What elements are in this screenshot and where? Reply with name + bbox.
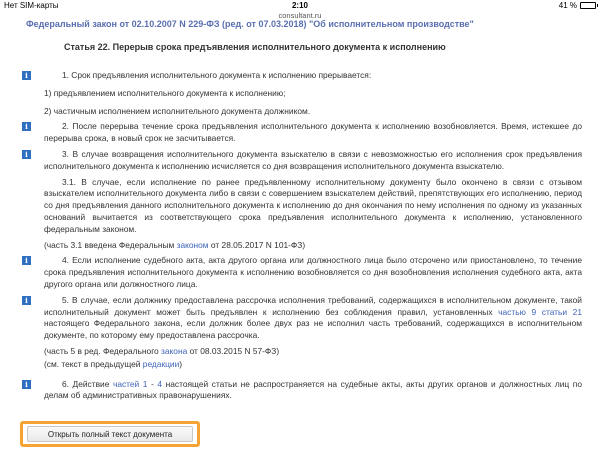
paragraph-text: 1. Срок предъявления исполнительного документа к исполнению прерывается: [62, 70, 372, 80]
law-link[interactable]: закона [161, 345, 188, 356]
previous-edition-note [22, 359, 582, 371]
paragraph-1-item-2 [22, 106, 582, 118]
info-icon[interactable]: i [22, 256, 31, 265]
paragraph-text: 3. В случае возвращения исполнительного документа взыскателю в связи с невозможностью его исполнения срок предъявления исполнительного документа к исполнению исчисляется со дня возвращения исполнительного документа взыскателю. [44, 148, 582, 171]
paragraph-2 [22, 121, 582, 145]
paragraph-3-1 [22, 177, 582, 236]
paragraph-text: 2. После перерыва течение срока предъявления исполнительного документа к исполнению возобновляется. Время, истекшее до перерыва срока, в новый срок не засчитывается. [44, 121, 582, 144]
paragraph-text: 4. Если исполнение судебного акта, акта другого органа или должностного лица было отсрочено или приостановлено, то течение срока предъявления исполнительного документа к исполнению возобновляется со дня возобновления исполнения судебного акта, акта другого органа или должностного лица. [44, 255, 582, 289]
parts-1-link[interactable]: частей 1 [112, 378, 148, 389]
clock: 2:10 [291, 1, 308, 10]
note-text: (часть 3.1 введена Федеральным [44, 239, 177, 250]
paragraph-1-item-1 [22, 88, 582, 100]
button-highlight [20, 421, 200, 447]
paragraph-text: - [147, 378, 158, 389]
note-text: от 28.05.2017 N 101-ФЗ) [208, 239, 306, 250]
paragraph-4 [22, 255, 582, 290]
previous-edition-link[interactable]: редакции [142, 358, 180, 369]
article-content [22, 70, 582, 402]
paragraph-text: 1) предъявлением исполнительного документа к исполнению; [44, 87, 286, 98]
info-icon[interactable]: i [22, 150, 31, 159]
paragraph-text: настоящей статьи не распространяется на судебные акты, акты других органов и должностных лиц по делам об административных правонарушениях. [44, 378, 582, 401]
paragraph-text: 6. Действие [62, 378, 113, 389]
note-text: (часть 5 в ред. Федерального [44, 345, 162, 356]
law-link[interactable]: законом [176, 239, 209, 250]
paragraph-text: настоящего Федерального закона, если должник более двух раз не исполнил часть требований, содержащихся в исполнительном документе, по которому ему предоставлена рассрочка. [44, 318, 582, 341]
note-text: от 08.03.2015 N 57-ФЗ) [187, 345, 280, 356]
article-title: Статья 22. Перерыв срока предъявления исполнительного документа к исполнению [64, 42, 446, 52]
parts-4-link[interactable]: 4 [157, 378, 163, 389]
battery-icon [580, 2, 596, 9]
paragraph-text: 2) частичным исполнением исполнительного документа должником. [44, 105, 311, 116]
info-icon[interactable]: i [22, 71, 31, 80]
paragraph-5-note [22, 346, 582, 358]
paragraph-text: 3.1. В случае, если исполнение по ранее предъявленному исполнительному документу было окончено в связи с отзывом взыскателем исполнительного документа либо в связи с совершением взыскателем действий, препятствующих его исполнению, период со дня предъявления данного исполнительного документа к исполнению до дня окончания по нему исполнения по одному из указанных оснований вычитается из соответствующего срока предъявления исполнительного документа к исполнению, установленного федеральным законом. [44, 176, 582, 234]
law-header-link[interactable]: Федеральный закон от 02.10.2007 N 229-ФЗ (ред. от 07.03.2018) "Об исполнительном производстве" [26, 19, 474, 29]
paragraph-1 [22, 70, 582, 82]
battery-indicator [559, 1, 596, 10]
url-bar[interactable]: consultant.ru [278, 11, 322, 20]
paragraph-3 [22, 149, 582, 173]
note-text: ) [179, 358, 183, 369]
article-21-link[interactable]: частью 9 статьи 21 [498, 306, 582, 317]
info-icon[interactable]: i [22, 380, 31, 389]
info-icon[interactable]: i [22, 122, 31, 131]
paragraph-3-1-note [22, 240, 582, 252]
info-icon[interactable]: i [22, 296, 31, 305]
paragraph-6 [22, 379, 582, 403]
open-full-text-button[interactable]: Открыть полный текст документа [27, 426, 193, 442]
paragraph-5 [22, 295, 582, 342]
paragraph-text: 5. В случае, если должнику предоставлена рассрочка исполнения требований, содержащихся в исполнительном документе, такой исполнительный документ может быть предъявлен к исполнению без соблюдения правил, установленных [44, 294, 582, 317]
carrier-label: Нет SIM-карты [4, 1, 59, 10]
note-text: (см. текст в предыдущей [44, 358, 143, 369]
battery-label: 41 % [558, 1, 577, 10]
